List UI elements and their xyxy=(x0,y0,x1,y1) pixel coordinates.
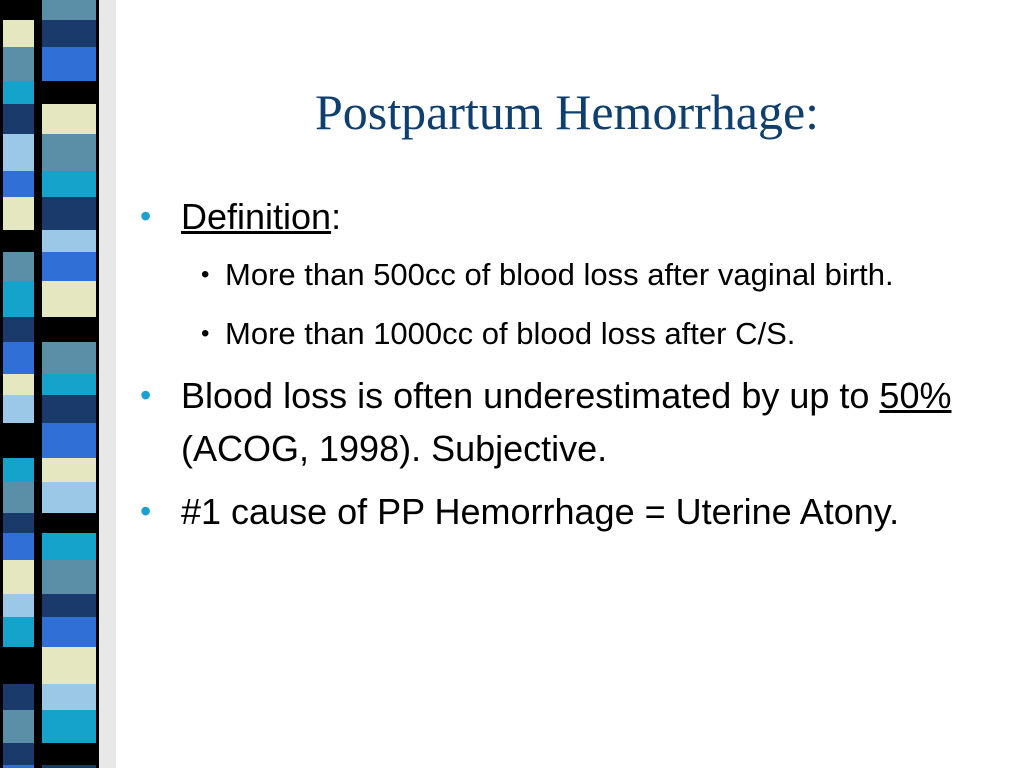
mosaic-band xyxy=(42,533,96,560)
mosaic-band xyxy=(42,20,96,47)
mosaic-band xyxy=(3,423,34,458)
mosaic-band xyxy=(3,0,34,20)
mosaic-band xyxy=(42,458,96,482)
mosaic-band xyxy=(42,513,96,533)
mosaic-band xyxy=(3,395,34,423)
mosaic-band xyxy=(3,560,34,594)
sub-item-text: More than 500cc of blood loss after vaginal birth. xyxy=(225,257,894,292)
mosaic-band xyxy=(3,684,34,710)
mosaic-band xyxy=(42,171,96,197)
slide-title: Postpartum Hemorrhage: xyxy=(314,84,820,140)
mosaic-band xyxy=(42,647,96,684)
mosaic-band xyxy=(3,513,34,533)
mosaic-band xyxy=(42,134,96,171)
blood-loss-text-before: Blood loss is often underestimated by up to xyxy=(181,375,880,416)
sub-bullet-icon: • xyxy=(201,320,210,347)
mosaic-band xyxy=(3,710,34,743)
bullet-item-cause xyxy=(140,485,1000,538)
sub-bullet-icon: • xyxy=(201,261,210,288)
mosaic-band xyxy=(3,104,34,134)
mosaic-band xyxy=(42,560,96,594)
mosaic-band xyxy=(42,252,96,281)
mosaic-band xyxy=(3,743,34,765)
mosaic-band xyxy=(42,104,96,134)
sub-item-vaginal-birth xyxy=(181,249,1000,300)
mosaic-band xyxy=(3,374,34,395)
mosaic-band xyxy=(42,81,96,104)
definition-sub-list xyxy=(181,249,1000,359)
mosaic-band xyxy=(42,281,96,317)
bullet-list xyxy=(140,190,1000,548)
mosaic-band xyxy=(42,594,96,617)
mosaic-band xyxy=(42,482,96,513)
blood-loss-text-after: (ACOG, 1998). Subjective. xyxy=(181,428,608,469)
mosaic-band xyxy=(3,47,34,81)
definition-label: Definition xyxy=(181,196,332,237)
bullet-icon: • xyxy=(140,198,152,234)
mosaic-band xyxy=(42,342,96,374)
mosaic-band xyxy=(3,20,34,47)
mosaic-band xyxy=(42,617,96,647)
mosaic-band xyxy=(3,317,34,342)
mosaic-band xyxy=(3,197,34,230)
mosaic-band xyxy=(3,81,34,104)
mosaic-band xyxy=(3,458,34,482)
mosaic-band xyxy=(3,617,34,647)
mosaic-band xyxy=(42,395,96,423)
bullet-icon: • xyxy=(140,377,152,413)
mosaic-band xyxy=(42,230,96,252)
mosaic-band xyxy=(3,342,34,374)
mosaic-band xyxy=(42,0,96,20)
mosaic-band xyxy=(3,482,34,513)
mosaic-band xyxy=(42,374,96,395)
bullet-item-definition xyxy=(140,190,1000,359)
bullet-item-blood-loss xyxy=(140,369,1000,475)
mosaic-band xyxy=(42,710,96,743)
sub-item-cs xyxy=(181,308,1000,359)
mosaic-band xyxy=(42,684,96,710)
mosaic-band xyxy=(42,47,96,81)
mosaic-band xyxy=(42,743,96,765)
mosaic-band xyxy=(3,594,34,617)
mosaic-band xyxy=(3,281,34,317)
cause-text: #1 cause of PP Hemorrhage = Uterine Atony. xyxy=(181,491,900,532)
blood-loss-percent: 50% xyxy=(879,375,952,416)
definition-suffix: : xyxy=(331,196,342,237)
mosaic-band xyxy=(3,647,34,684)
mosaic-band xyxy=(3,134,34,171)
mosaic-band xyxy=(3,230,34,252)
mosaic-band xyxy=(3,171,34,197)
mosaic-band xyxy=(3,533,34,560)
mosaic-band xyxy=(42,423,96,458)
mosaic-band xyxy=(42,197,96,230)
bullet-icon: • xyxy=(140,493,152,529)
mosaic-band xyxy=(42,317,96,342)
sub-item-text: More than 1000cc of blood loss after C/S. xyxy=(225,316,796,351)
mosaic-band xyxy=(3,252,34,281)
decorative-mosaic-strip xyxy=(0,0,118,768)
